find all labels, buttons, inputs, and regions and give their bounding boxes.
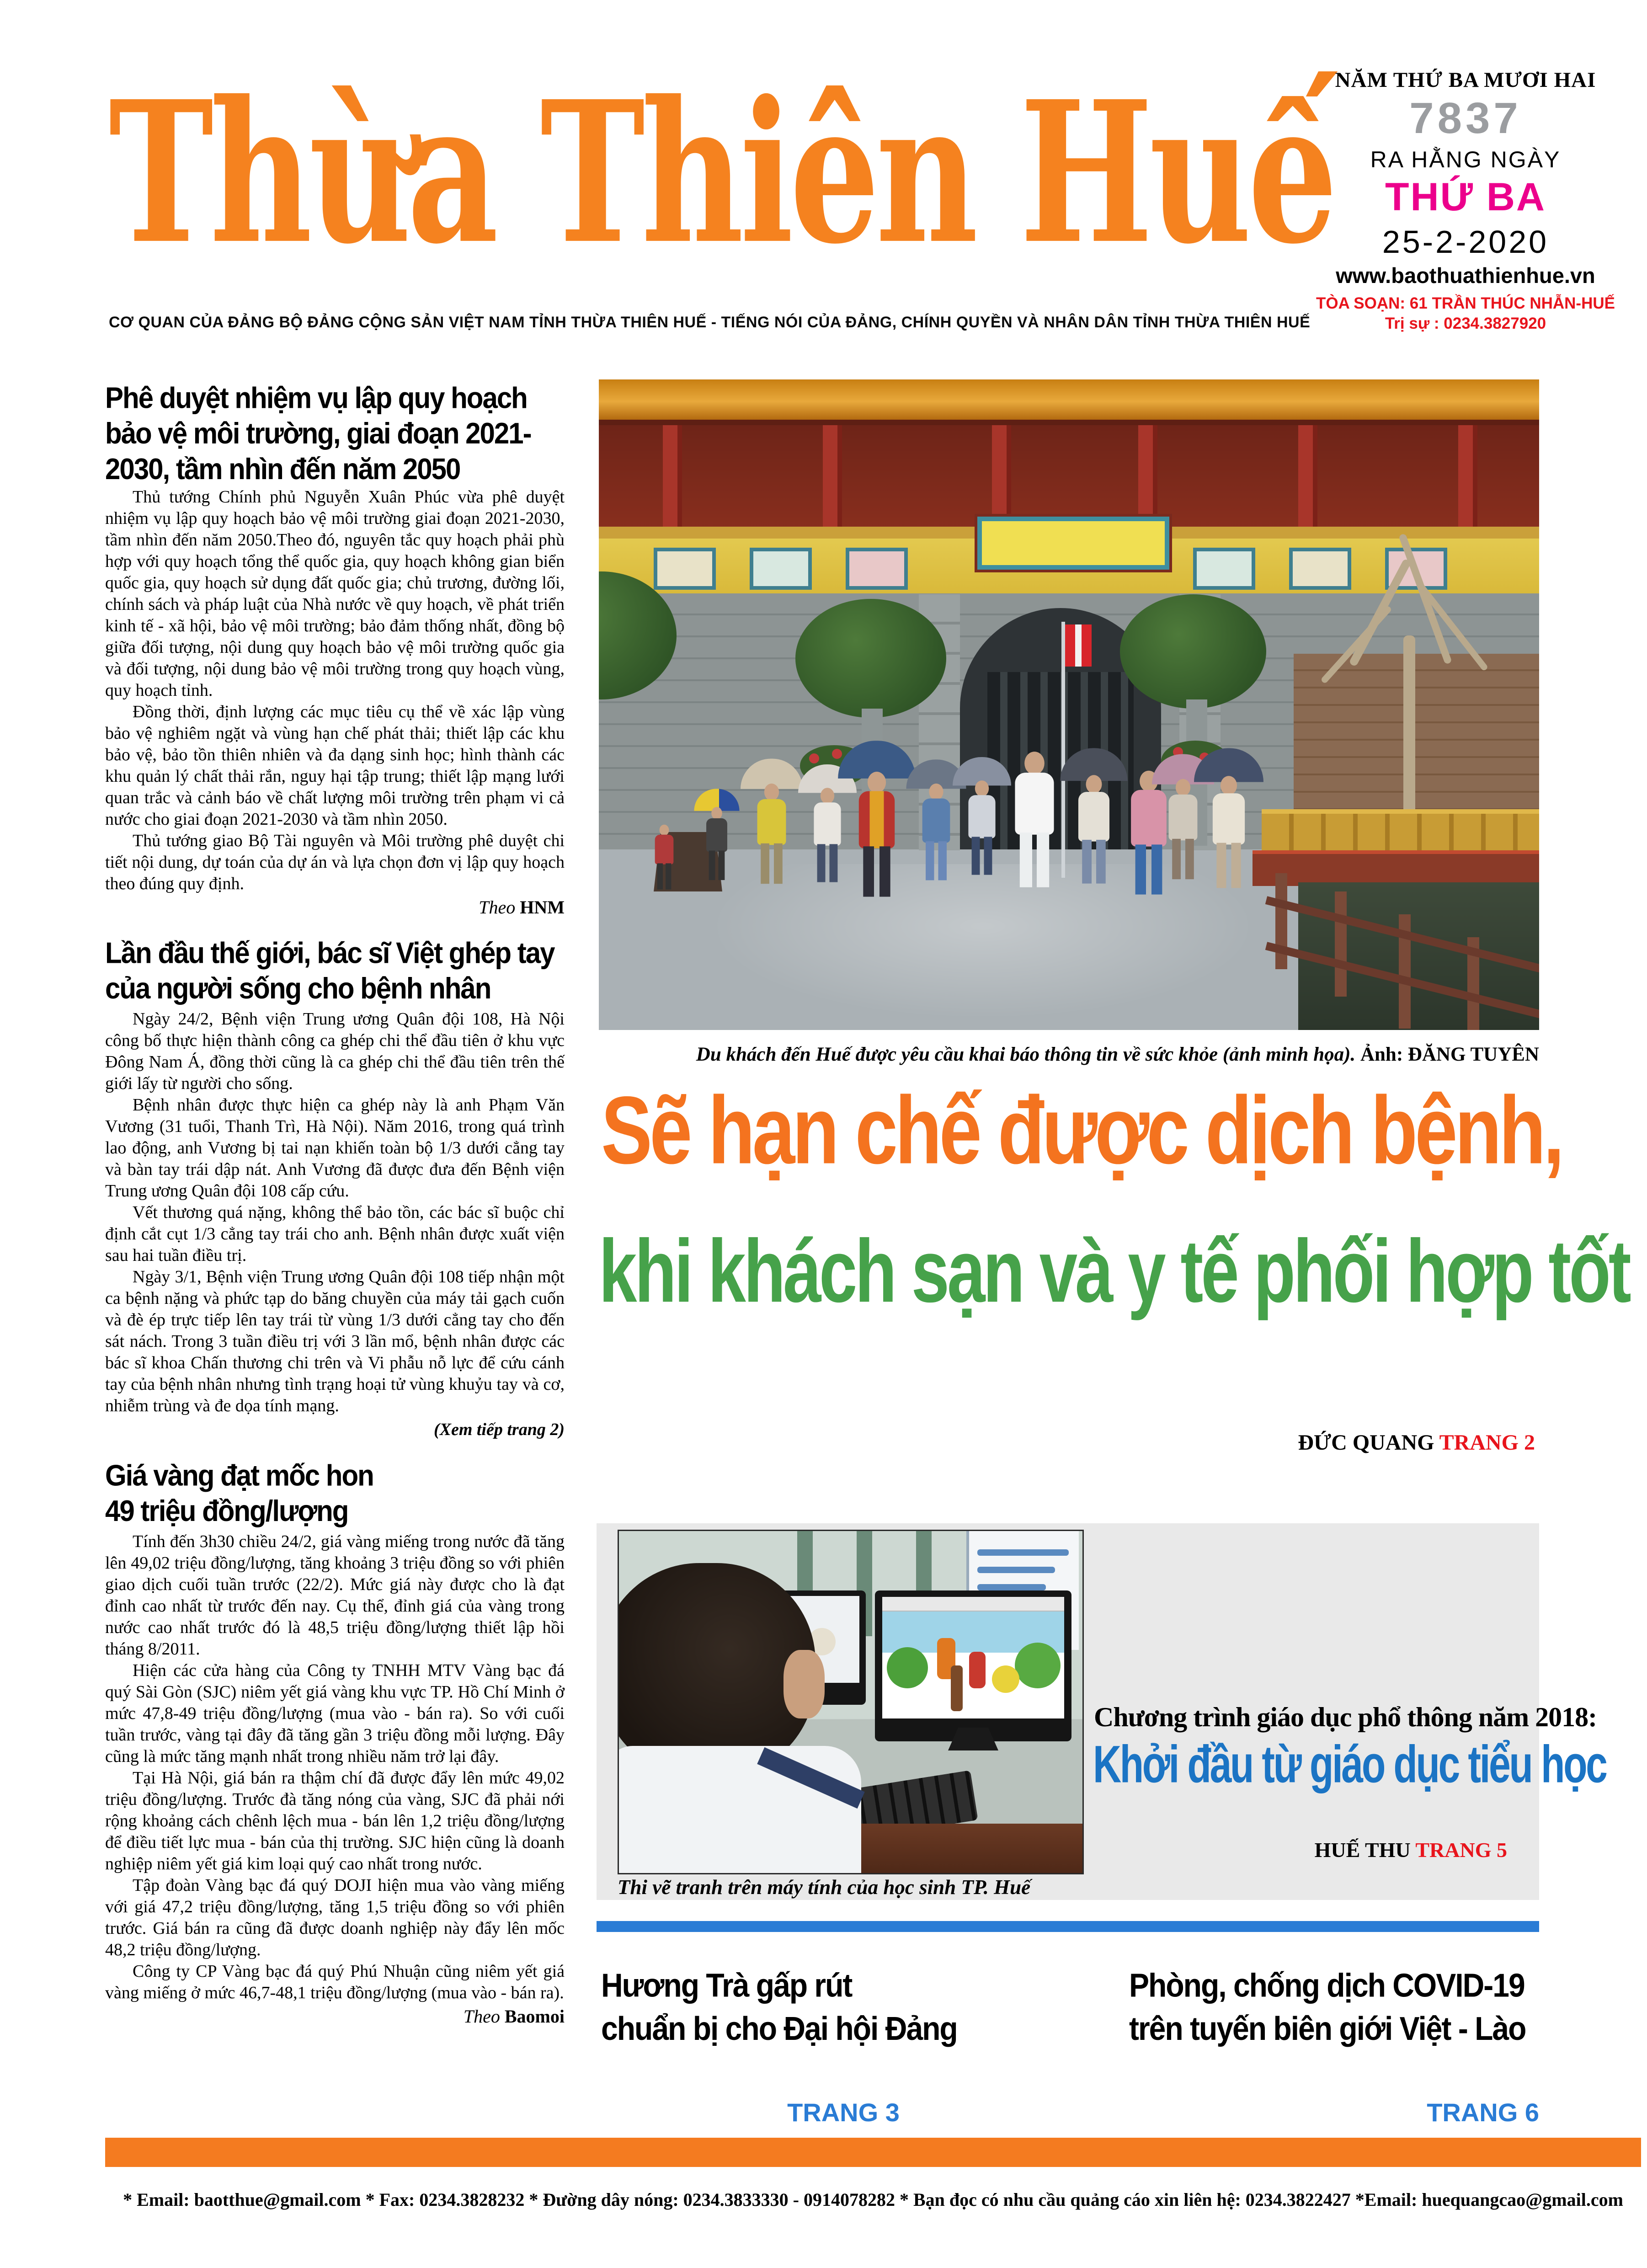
education-page-ref: TRANG 5 xyxy=(1415,1838,1507,1862)
red-flag xyxy=(1065,624,1092,667)
issue-frequency: RA HẰNG NGÀY xyxy=(1370,147,1561,172)
article-transplant-paragraph: Bệnh nhân được thực hiện ca ghép này là anh Phạm Văn Vương (31 tuổi, Thanh Trì, Hà Nội). Năm 2016, trong quá trình lao động, anh Vương bị tai nạn khiến toàn bộ 1/3 dưới cẳng tay và bàn tay trái dập nát. Anh Vương đã được đưa đến Bệnh viện Trung ương Quân đội 108 cấp cứu. xyxy=(105,1095,565,1201)
person xyxy=(853,741,900,901)
article-gold-paragraph: Công ty CP Vàng bạc đá quý Phú Nhuận cũng niêm yết giá vàng miếng ở mức 46,7-48,1 triệu đồng/lượng (mua vào - bán ra). xyxy=(105,1962,565,2002)
issue-number: 7837 xyxy=(1409,94,1522,143)
admin-phone: Trị sự : 0234.3827920 xyxy=(1385,315,1546,332)
article-planning-byline: Theo HNM xyxy=(479,897,565,918)
left-column xyxy=(105,380,565,2044)
article-planning-paragraph: Thủ tướng Chính phủ Nguyễn Xuân Phúc vừa phê duyệt nhiệm vụ lập quy hoạch bảo vệ môi trường giai đoạn 2021-2030, tầm nhìn đến năm 2050.Theo đó, nguyên tắc quy hoạch phải phù hợp với quy hoạch tổng thể quốc gia, quy hoạch không gian biển quốc gia, quy hoạch sử dụng đất quốc gia; chủ trương, đường lối, chính sách và pháp luật của Nhà nước về quy hoạch, về phát triển kinh tế - xã hội, bảo vệ môi trường; bảo đảm thống nhất, đồng bộ giữa đối tượng, nội dung quy hoạch bảo vệ môi trường quốc gia và đối tượng, nội dung bảo vệ môi trường trong quy hoạch vùng, quy hoạch tỉnh. xyxy=(105,487,565,700)
lead-headline-line1: Sẽ hạn chế được dịch bệnh, xyxy=(601,1076,1562,1184)
education-photo xyxy=(618,1530,1084,1874)
education-photo-caption: Thi vẽ tranh trên máy tính của học sinh TP. Huế xyxy=(618,1876,1031,1899)
person xyxy=(703,789,730,882)
teaser-covid-page-ref: TRANG 6 xyxy=(1427,2098,1539,2127)
article-gold xyxy=(105,1458,565,2027)
newspaper-tagline: CƠ QUAN CỦA ĐẢNG BỘ ĐẢNG CỘNG SẢN VIỆT NAM TỈNH THỪA THIÊN HUẾ - TIẾNG NÓI CỦA ĐẢNG, CHÍNH QUYỀN VÀ NHÂN DÂN TỈNH THỪA THIÊN HUẾ xyxy=(109,314,1311,331)
computer-monitor xyxy=(875,1590,1071,1741)
main-photo xyxy=(599,379,1539,1030)
article-planning-headline: Phê duyệt nhiệm vụ lập quy hoạch bảo vệ môi trường, giai đoạn 2021-2030, tầm nhìn đến năm 2050 xyxy=(105,381,531,486)
article-planning-paragraph: Thủ tướng giao Bộ Tài nguyên và Môi trường phê duyệt chi tiết nội dung, dự toán của dự án và lựa chọn đơn vị lập quy hoạch theo đúng quy định. xyxy=(105,831,565,893)
education-box xyxy=(597,1523,1606,1900)
issue-date: 25-2-2020 xyxy=(1382,224,1549,260)
article-planning-paragraph: Đồng thời, định lượng các mục tiêu cụ thể về xác lập vùng bảo vệ nghiêm ngặt và vùng hạn chế phát thải; thiết lập các khu bảo vệ, bảo tồn thiên nhiên và đa dạng sinh học; hình thành các khu quản lý chất thải rắn, nguy hại tập trung; thiết lập mạng lưới quan trắc và cảnh báo về chất lượng môi trường trên phạm vi cả nước cho giai đoạn 2021-2030 và tầm nhìn 2050. xyxy=(105,702,565,829)
person xyxy=(753,759,790,887)
education-byline xyxy=(1315,1838,1507,1862)
teaser-huong-tra-page-ref: TRANG 3 xyxy=(787,2098,900,2127)
newspaper-website: www.baothuathienhue.vn xyxy=(1336,263,1595,288)
person xyxy=(810,764,845,885)
issue-infobox xyxy=(1285,68,1646,333)
footer-contact-line: * Email: baotthue@gmail.com * Fax: 0234.3828232 * Đường dây nóng: 0234.3833330 - 0914078282 * Bạn đọc có nhu cầu quảng cáo xin liên hệ: 0234.3822427 *Email: huequangcao@gmail.com xyxy=(123,2189,1623,2210)
topiary-tree xyxy=(1120,594,1266,709)
education-kicker: Chương trình giáo dục phổ thông năm 2018: xyxy=(1094,1702,1597,1732)
article-gold-byline: Theo Baomoi xyxy=(463,2006,565,2027)
article-gold-headline: Giá vàng đạt mốc hon 49 triệu đồng/lượng xyxy=(105,1459,373,1528)
article-gold-paragraph: Tập đoàn Vàng bạc đá quý DOJI hiện mua vào vàng miếng với giá 47,2 triệu đồng/lượng, tăng 1,5 triệu đồng so với phiên trước. Giá bán ra cũng đã được doanh nghiệp này đẩy lên mốc 48,2 triệu đồng/lượng. xyxy=(105,1876,565,1959)
lead-author: ĐỨC QUANG xyxy=(1298,1430,1434,1455)
blue-divider-bar xyxy=(597,1921,1539,1932)
issue-year-line: NĂM THỨ BA MƯƠI HAI xyxy=(1335,68,1596,92)
gate-name-sign xyxy=(977,517,1169,570)
newspaper-title: Thừa Thiên Huế xyxy=(109,59,1334,287)
issue-day: THỨ BA xyxy=(1385,175,1546,219)
article-planning xyxy=(105,380,565,918)
gate-roof xyxy=(599,379,1539,426)
lead-page-ref: TRANG 2 xyxy=(1439,1430,1535,1455)
person xyxy=(652,809,677,892)
article-gold-paragraph: Tại Hà Nội, giá bán ra thậm chí đã được đẩy lên mức 49,02 triệu đồng/lượng. Trước đà tăng nóng của vàng, SJC đã phải nới rộng khoảng cách chênh lệch mua - bán lên 1,2 triệu đồng/lượng để điều tiết lực mua - bán của thị trường. SJC hiện cũng là doanh nghiệp niêm yết giá kim loại quý cao nhất trong nước. xyxy=(105,1768,565,1873)
article-transplant xyxy=(105,935,565,1440)
teaser-covid-headline: Phòng, chống dịch COVID-19 trên tuyến biên giới Việt - Lào xyxy=(1129,1966,1526,2047)
topiary-tree xyxy=(795,599,946,718)
person xyxy=(1208,748,1249,892)
article-transplant-paragraph: Ngày 3/1, Bệnh viện Trung ương Quân đội 108 tiếp nhận một ca bệnh nặng và phức tạp do băng chuyền của máy tải gạch cuốn và đè ép trực tiếp lên tay trái từ vùng 1/3 dưới cẳng tay cho đến sát nách. Trong 3 tuần điều trị với 3 lần mổ, bệnh nhân được các bác sĩ khoa Chấn thương chi trên và Vi phẫu nỗ lực để cứu cánh tay của bệnh nhân nhưng tình trạng hoại tử vùng khuỷu tay và cơ, nhiễm trùng và đe dọa tính mạng. xyxy=(105,1267,565,1415)
article-gold-paragraph: Tính đến 3h30 chiều 24/2, giá vàng miếng trong nước đã tăng lên 49,02 triệu đồng/lượng, tăng khoảng 3 triệu đồng so với phiên giao dịch cuối tuần trước (22/2). Mức giá này được cho là đạt đỉnh cao nhất từ trước đến nay. Cụ thể, đỉnh giá của vàng trong nước cao nhất trước đó là 48,5 triệu đồng/lượng thiết lập hồi tháng 8/2011. xyxy=(105,1532,565,1659)
article-transplant-paragraph: Ngày 24/2, Bệnh viện Trung ương Quân đội 108, Hà Nội công bố thực hiện thành công ca ghép chi thể đầu tiên ở khu vực Đông Nam Á, đồng thời cũng là ca ghép chi thể đầu tiên trên thế giới lấy từ người cho sống. xyxy=(105,1009,565,1093)
photo-credit: Ảnh: ĐĂNG TUYÊN xyxy=(1360,1044,1539,1065)
person xyxy=(918,759,954,883)
teaser-huong-tra-headline: Hương Trà gấp rút chuẩn bị cho Đại hội Đảng xyxy=(601,1966,957,2047)
person xyxy=(1074,748,1114,887)
office-address: TÒA SOẠN: 61 TRẦN THÚC NHẪN-HUẾ xyxy=(1316,294,1615,312)
article-gold-paragraph: Hiện các cửa hàng của Công ty TNHH MTV Vàng bạc đá quý Sài Gòn (SJC) niêm yết giá vàng khu vực TP. Hồ Chí Minh ở mức 47,8-49 triệu đồng/lượng (mua vào - bán ra). So với cuối tuần trước, vàng tại đây đã tăng gần 3 triệu đồng mỗi lượng. Đây cũng là mức tăng mạnh nhất trong nhiều năm trở lại đây. xyxy=(105,1661,565,1766)
tour-guide xyxy=(1009,718,1060,892)
person xyxy=(965,757,1000,878)
article-transplant-headline: Lần đầu thế giới, bác sĩ Việt ghép tay của người sống cho bệnh nhân xyxy=(105,936,554,1005)
red-railing xyxy=(1253,850,1539,886)
article-transplant-paragraph: Vết thương quá nặng, không thể bảo tồn, các bác sĩ buộc chỉ định cắt cụt 1/3 cẳng tay trái cho anh. Bệnh nhân được xuất viện sau hai tuần điều trị. xyxy=(105,1203,565,1265)
article-transplant-continuation: (Xem tiếp trang 2) xyxy=(433,1420,565,1439)
ochre-railing xyxy=(1262,809,1539,853)
main-photo-caption: Du khách đến Huế được yêu cầu khai báo thông tin về sức khỏe (ảnh minh họa). Ảnh: ĐĂNG TUYÊN xyxy=(696,1044,1539,1065)
education-author: HUẾ THU xyxy=(1314,1838,1411,1862)
education-headline: Khởi đầu từ giáo dục tiểu học xyxy=(1093,1735,1606,1794)
lead-headline-line2: khi khách sạn và y tế phối hợp tốt xyxy=(599,1221,1629,1321)
lead-byline xyxy=(599,1430,1535,1455)
orange-footer-bar xyxy=(105,2138,1641,2167)
flag-pole xyxy=(1061,622,1065,878)
